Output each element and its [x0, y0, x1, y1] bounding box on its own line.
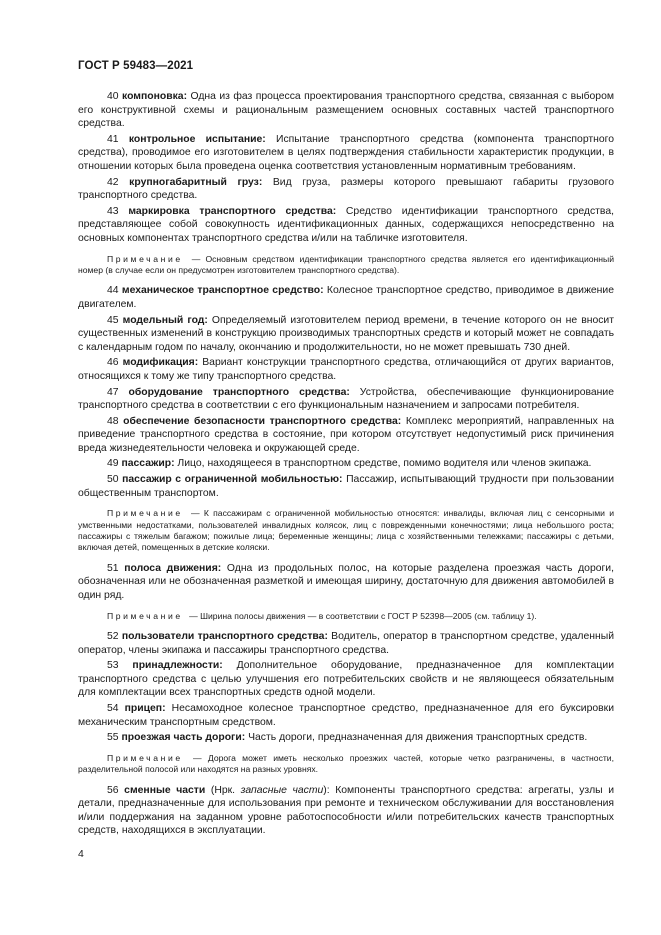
entry-51: 51 полоса движения: Одна из продольных полос, на которые разделена проезжая часть дороги, обозначенная или не обозначенная разметкой и имеющая ширину, достаточную для движения автомобилей в один ряд.	[78, 562, 614, 602]
entry-42: 42 крупногабаритный груз: Вид груза, размеры которого превышают габариты грузового транспортного средства.	[78, 176, 614, 202]
entry-55: 55 проезжая часть дороги: Часть дороги, предназначенная для движения транспортных средств.	[107, 732, 588, 744]
document-header: ГОСТ Р 59483—2021	[78, 60, 194, 72]
entry-47: 47 оборудование транспортного средства: Устройства, обеспечивающие функционирование транспортного средства в соответствии с его функциональным назначением и запросами потребителя.	[78, 386, 615, 412]
entry-48: 48 обеспечение безопасности транспортного средства: Комплекс мероприятий, направленных на приведение транспортного средства в состояние, при котором отсутствует недопустимый риск причинения вреда жизнедеятельности человека и окружающей среде.	[78, 415, 614, 454]
entry-56: 56 сменные части (Нрк. запасные части): Компоненты транспортного средства: агрегаты, узлы и детали, предназначенные для использования при ремонте и техническом обслуживании для восстановления и/или поддержания на заданном уровне работоспособности и/или потребительских качеств транспортных средств, находящихся в эксплуатации.	[78, 784, 615, 837]
entry-54: 54 прицеп: Несамоходное колесное транспортное средство, предназначенное для его буксировки механическим транспортным средством.	[78, 703, 615, 728]
note-51: Примечание — Ширина полосы движения — в соответствии с ГОСТ Р 52398—2005 (см. таблицу 1).	[107, 610, 537, 621]
note-55: Примечание — Дорога может иметь несколько проезжих частей, которые четко разграничены, в частности, разделительной полосой или находятся на разных уровнях.	[78, 752, 614, 775]
entry-43: 43 маркировка транспортного средства: Средство идентификации транспортного средства, представляющее собой совокупность идентификационных данных, содержащихся непосредственно на основных компонентах транспортного средства и/или на табличке изготовителя.	[78, 205, 615, 244]
page-number: 4	[78, 849, 84, 860]
entry-45: 45 модельный год: Определяемый изготовителем период времени, в течение которого он не вносит существенных изменений в конструкцию производимых транспортных средств и который может не совпадать с календарным годом по началу, окончанию и продолжительности, но не может превышать 730 дней.	[78, 314, 614, 353]
entry-41: 41 контрольное испытание: Испытание транспортного средства (компонента транспортного средства), проводимое его изготовителем в целях подтверждения стабильности характеристик продукции, в отношении которых была проведена оценка соответствия установленным нормативным требованиям.	[78, 133, 614, 172]
note-43: Примечание — Основным средством идентификации транспортного средства является его идентификационный номер (в случае если он предусмотрен изготовителем транспортного средства).	[78, 253, 614, 275]
entry-53: 53 принадлежности: Дополнительное оборудование, предназначенное для комплектации транспортного средства с целью улучшения его потребительских свойств и не являющееся обязательным для комплектации всех транспортных средств одной модели.	[78, 660, 614, 699]
entry-46: 46 модификация: Вариант конструкции транспортного средства, отличающийся от других вариантов, относящихся к тому же типу транспортного средства.	[78, 357, 614, 382]
entry-49: 49 пассажир: Лицо, находящееся в транспортном средстве, помимо водителя или членов экипажа.	[107, 458, 592, 470]
document-body	[78, 90, 614, 838]
entry-52: 52 пользователи транспортного средства: Водитель, оператор в транспортном средстве, удаленный оператор, члены экипажа и пассажиры транспортного средства.	[78, 631, 615, 656]
entry-44: 44 механическое транспортное средство: Колесное транспортное средство, приводимое в движение двигателем.	[78, 285, 614, 310]
entry-50: 50 пассажир с ограниченной мобильностью: Пассажир, испытывающий трудности при пользовании общественным транспортом.	[78, 474, 615, 499]
note-50: Примечание — К пассажирам с ограниченной мобильностью относятся: инвалиды, включая лиц с сенсорными и умственными недостатками, пользователей инвалидных колясок, лиц с поврежденными конечностями; лица небольшого роста; пассажиры с тяжелым багажом; пожилые лица; беременные женщины; лица с хозяйственными тележками; пассажиры с детьми, включая детей, помещенных в детские коляски.	[78, 508, 614, 553]
entry-40: 40 компоновка: Одна из фаз процесса проектирования транспортного средства, связанная с выбором его конструктивной схемы и рациональным размещением основных составных частей транспортного средства.	[78, 91, 615, 130]
